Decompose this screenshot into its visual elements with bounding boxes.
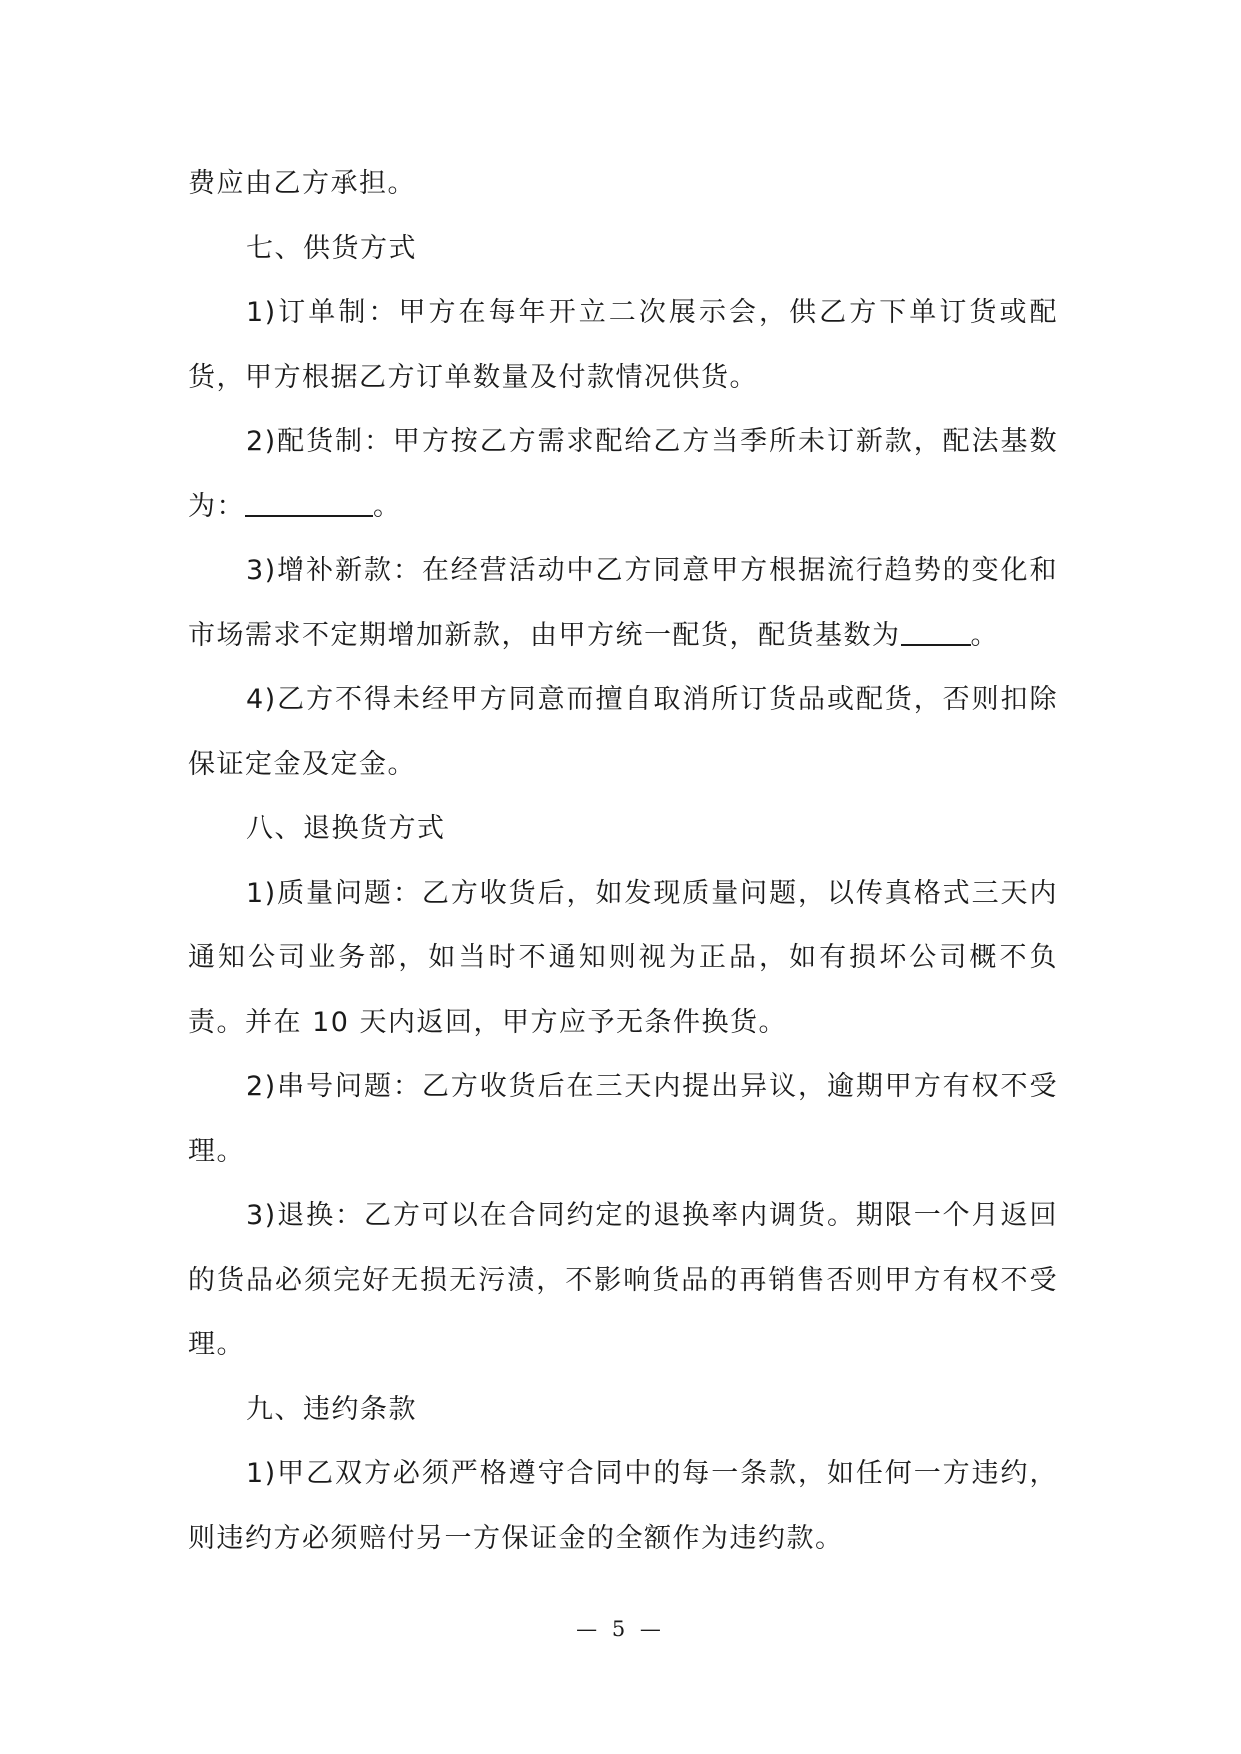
section-heading-return-exchange: 八、退换货方式 [246, 813, 446, 844]
new-styles-text: 3)增补新款：在经营活动中乙方同意甲方根据流行趋势的变化和市场需求不定期增加新款，由甲方统一配货，配货基数为 [188, 555, 1058, 651]
new-styles-end: 。 [970, 619, 999, 651]
paragraph-breach-terms: 1)甲乙双方必须严格遵守合同中的每一条款，如任何一方违约，则违约方必须赔付另一方保证金的全额作为违约款。 [188, 1458, 1058, 1554]
section-heading-supply-method: 七、供货方式 [246, 232, 417, 264]
paragraph-return-exchange: 3)退换：乙方可以在合同约定的退换率内调货。期限一个月返回的货品必须完好无损无污渍，不影响货品的再销售否则甲方有权不受理。 [188, 1200, 1058, 1360]
paragraph-quality-issue: 1)质量问题：乙方收货后，如发现质量问题，以传真格式三天内通知公司业务部，如当时不通知则视为正品，如有损坏公司概不负责。并在 10 天内返回，甲方应予无条件换货。 [188, 877, 1058, 1038]
paragraph-new-styles [188, 539, 1058, 668]
section-heading-breach: 九、违约条款 [246, 1393, 417, 1425]
document-body [188, 152, 1058, 1571]
fill-in-blank [245, 489, 373, 517]
allocation-text: 2)配货制：甲方按乙方需求配给乙方当季所未订新款，配法基数为： [188, 426, 1058, 522]
fill-in-blank [901, 618, 971, 646]
allocation-end: 。 [373, 490, 402, 522]
paragraph-continuation: 费应由乙方承担。 [188, 168, 416, 199]
page-number: — 5 — [576, 1617, 665, 1641]
paragraph-no-cancellation: 4)乙方不得未经甲方同意而擅自取消所订货品或配货，否则扣除保证定金及定金。 [188, 684, 1058, 780]
paragraph-allocation-system [188, 410, 1058, 539]
paragraph-order-system: 1)订单制：甲方在每年开立二次展示会，供乙方下单订货或配货，甲方根据乙方订单数量及付款情况供货。 [188, 297, 1058, 393]
paragraph-serial-issue: 2)串号问题：乙方收货后在三天内提出异议，逾期甲方有权不受理。 [188, 1071, 1058, 1167]
